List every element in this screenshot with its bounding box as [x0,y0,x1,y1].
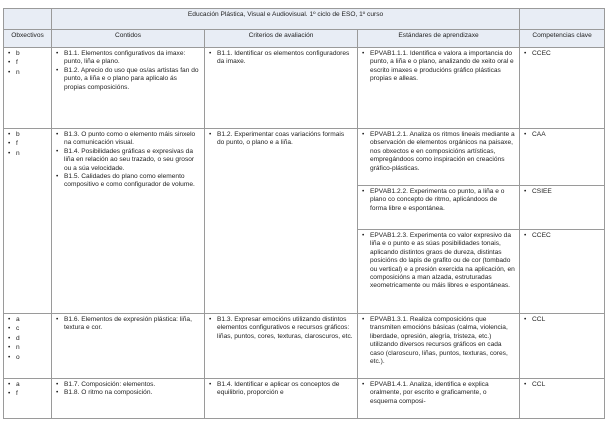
standard-cell [358,186,520,230]
competence-cell [520,48,605,129]
competence-cell [520,314,605,379]
objective-item: • a [8,381,47,389]
criteria-cell [205,48,358,129]
objective-item: • d [8,335,47,343]
standard-item: • EPVAB1.3.1. Realiza composicións que transmiten emocións básicas (calma, violencia, liberdade, opresión, alegría, tristeza, etc.) utilizando diversos recursos gráficos en cada caso (claroscuro, liñas, puntos, texturas, cores, etc.). [362,316,515,366]
table-row [4,379,605,419]
objective-item: • f [8,59,47,67]
objective-item: • n [8,69,47,77]
competence-cell [520,186,605,230]
table-row [4,129,605,186]
standard-cell [358,48,520,129]
contents-cell [52,48,205,129]
objective-item: • b [8,50,47,58]
competence-item: • CCL [524,381,600,389]
standard-item: • EPVAB1.2.2. Experimenta co punto, a liña e o plano co concepto de ritmo, aplicándoos de forma libre e espontánea. [362,188,515,213]
content-item: • B1.2. Aprecio do uso que os/as artistas fan do punto, a liña e o plano para aplicalo ás propias composicións. [56,67,200,92]
standard-cell [358,379,520,419]
title-row [4,9,605,30]
objective-item: • f [8,390,47,398]
objective-item: • o [8,354,47,362]
standard-cell [358,129,520,186]
objective-item: • n [8,344,47,352]
standard-item: • EPVAB1.4.1. Analiza, identifica e explica oralmente, por escrito e graficamente, o esquema composi- [362,381,515,406]
criteria-cell [205,129,358,314]
objectives-cell [4,48,52,129]
criterion-item: • B1.2. Experimentar coas variacións formais do punto, o plano e a liña. [209,131,353,148]
criterion-item: • B1.4. Identificar e aplicar os conceptos de equilibrio, proporción e [209,381,353,398]
objectives-cell [4,379,52,419]
standard-cell [358,314,520,379]
competence-cell [520,379,605,419]
content-item: • B1.3. O punto como o elemento máis sinxelo na comunicación visual. [56,131,200,148]
competence-item: • CCEC [524,232,600,240]
content-item: • B1.4. Posibilidades gráficas e expresivas da liña en relación ao seu trazado, o seu grosor ou a súa velocidade. [56,148,200,173]
competence-cell [520,129,605,186]
table-row [4,314,605,379]
criteria-cell [205,314,358,379]
competence-item: • CSIEE [524,188,600,196]
table-row [4,48,605,129]
header-objectives: Obxectivos [4,30,52,48]
header-row [4,30,605,48]
header-standards: Estándares de aprendizaxe [358,30,520,48]
competence-cell [520,230,605,314]
header-competences: Competencias clave [520,30,605,48]
contents-cell [52,129,205,314]
competence-item: • CCL [524,316,600,324]
criterion-item: • B1.1. Identificar os elementos configuradores da imaxe. [209,50,353,67]
objectives-cell [4,129,52,314]
table-title: Educación Plástica, Visual e Audiovisual. 1º ciclo de ESO, 1º curso [52,9,520,30]
competence-item: • CAA [524,131,600,139]
content-item: • B1.8. O ritmo na composición. [56,389,200,397]
standard-cell [358,230,520,314]
curriculum-table [3,8,605,419]
objective-item: • a [8,316,47,324]
title-spacer-cell-right [520,9,605,30]
standard-item: • EPVAB1.2.1. Analiza os ritmos lineais mediante a observación de elementos orgánicos na paisaxe, nos obxectos e en composicións artísticas, empregándoos como inspiración en creacións gráfico-plásticas. [362,131,515,173]
criterion-item: • B1.3. Expresar emocións utilizando distintos elementos configurativos e recursos gráficos: liñas, puntos, cores, texturas, claroscuros, etc. [209,316,353,341]
competence-item: • CCEC [524,50,600,58]
header-contents: Contidos [52,30,205,48]
contents-cell [52,379,205,419]
standard-item: • EPVAB1.1.1. Identifica e valora a importancia do punto, a liña e o plano, analizando de xeito oral e escrito imaxes e producións gráfico plásticas propias e alleas. [362,50,515,84]
objectives-cell [4,314,52,379]
content-item: • B1.1. Elementos configurativos da imaxe: punto, liña e plano. [56,50,200,67]
title-spacer-cell [4,9,52,30]
objective-item: • c [8,325,47,333]
standard-item: • EPVAB1.2.3. Experimenta co valor expresivo da liña e o punto e as súas posibilidades tonais, aplicando distintos graos de dureza, distintas posicións do lapis de grafito ou de cor (tombado ou vertical) e a presión exercida na aplicación, en composicións a man alzada, estruturadas xeometricamente ou máis libres e espontáneas. [362,232,515,291]
header-criteria: Criterios de avaliación [205,30,358,48]
objective-item: • f [8,140,47,148]
content-item: • B1.5. Calidades do plano como elemento compositivo e como configurador de volume. [56,173,200,190]
content-item: • B1.7. Composición: elementos. [56,381,200,389]
contents-cell [52,314,205,379]
objective-item: • b [8,131,47,139]
objective-item: • n [8,150,47,158]
criteria-cell [205,379,358,419]
content-item: • B1.6. Elementos de expresión plástica: liña, textura e cor. [56,316,200,333]
